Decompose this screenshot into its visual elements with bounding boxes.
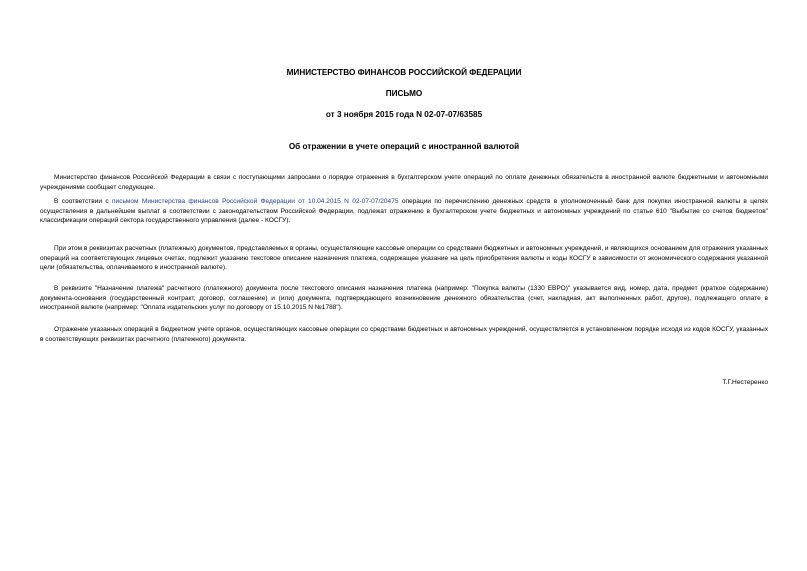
ministry-heading: МИНИСТЕРСТВО ФИНАНСОВ РОССИЙСКОЙ ФЕДЕРАЦИИ [286, 68, 522, 77]
ministry-letter-link[interactable]: письмом Министерства финансов Российской Федерации от 10.04.2015 N 02-07-07/20475 [112, 198, 399, 205]
paragraph-4: В реквизите "Назначение платежа" расчетного (платежного) документа после текстового описания назначения платежа (например: "Покупка валюты (1330 ЕВРО)" указывается вид, номер, дата, предмет (краткое содержание) документа-основания (государственный контракт, договор, соглашение) и (или) документа, подтверждающего возникновение денежного обязательства (счет, накладная, акт выполненных работ, другое), подлежащего оплате в иностранной валюте (например: "Оплата издательских услуг по договору от 15.10.2015 N №1788"). [40, 285, 768, 312]
document-type: ПИСЬМО [385, 89, 423, 98]
paragraph-2-lead: В соответствии с [54, 198, 112, 205]
paragraph-2-rest: операции по перечислению денежных средств в уполномоченный банк для покупки иностранной валюты в целях осуществления в дальнейшем выплат в соответствии с законодательством Российской Федерации, подлежат отражению в бухгалтерском учете бюджетных и автономных учреждений по статье 610 "Выбытие со счетов бюджетов" классификации операций сектора государственного управления (далее - КОСГУ). [40, 198, 768, 225]
paragraph-5: Отражение указанных операций в бюджетном учете органов, осуществляющих кассовые операции со средствами бюджетных и автономных учреждений, осуществляется в установленном порядке исходя из кодов КОСГУ, указанных в соответствующих реквизитах расчетного (платежного) документа. [40, 326, 768, 343]
signature: Т.Г.Нестеренко [722, 379, 768, 386]
paragraph-3: При этом в реквизитах расчетных (платежных) документов, представляемых в органы, осуществляющие кассовые операции со средствами бюджетных и автономных учреждений, и являющихся основанием для отражения указанных операций на соответствующих лицевых счетах, подлежит указанию текстовое описание назначения платежа, содержащее указание на цель приобретения валюты и коды КОСГУ в зависимости от экономического содержания указанной цели (обязательства, оплачиваемого в иностранной валюте). [40, 245, 769, 272]
paragraph-1: Министерство финансов Российской Федерации в связи с поступающими запросами о порядке отражения в бухгалтерском учете операций по оплате денежных обязательств в иностранной валюте бюджетными и автономными учреждениями сообщает следующее. [40, 174, 768, 191]
document-subject: Об отражении в учете операций с иностранной валютой [288, 142, 520, 151]
paragraph-2 [40, 197, 768, 226]
document-date-number: от 3 ноября 2015 года N 02-07-07/63585 [325, 110, 483, 119]
